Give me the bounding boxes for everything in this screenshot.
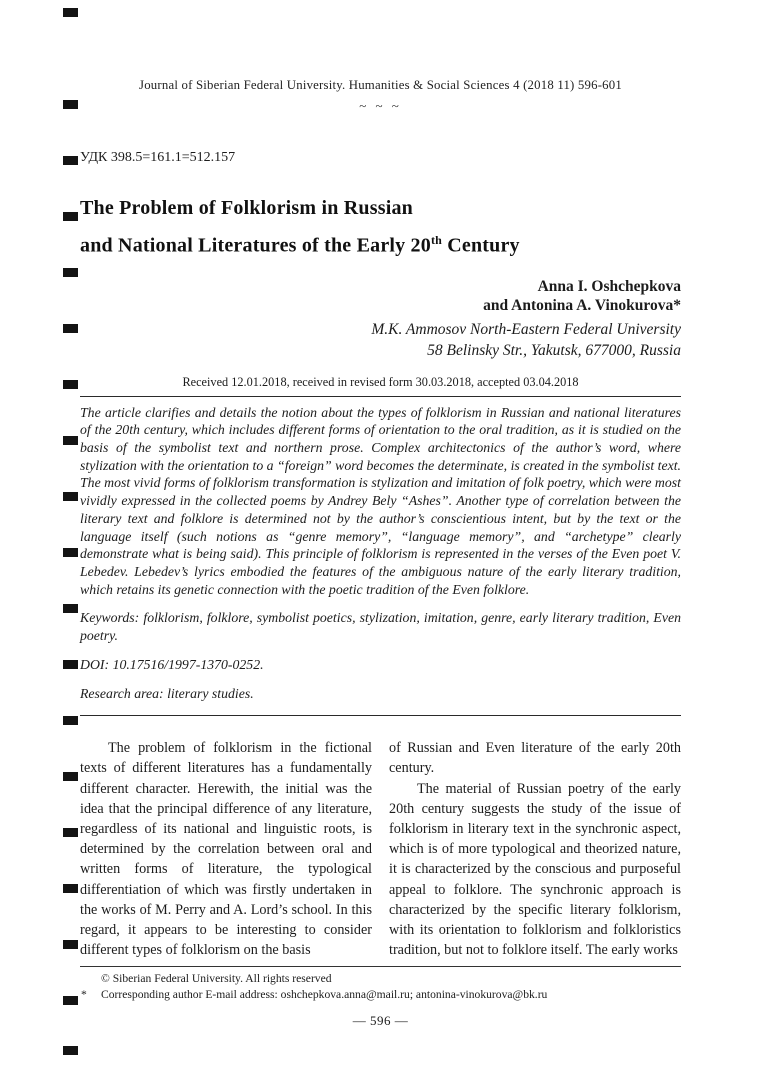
author-name-1: Anna I. Oshchepkova <box>537 277 681 295</box>
corresponding-author-footnote <box>80 987 681 1003</box>
corresponding-author-text: Corresponding author E-mail address: oshchepkova.anna@mail.ru; antonina-vinokurova@bk.ru <box>101 987 548 1001</box>
scan-mark <box>63 604 78 613</box>
footnote-rule <box>80 966 681 967</box>
body-columns <box>80 738 681 960</box>
scan-mark <box>63 100 78 109</box>
affiliation-line1: M.K. Ammosov North-Eastern Federal University <box>371 320 681 338</box>
scan-mark <box>63 212 78 221</box>
author-name-2: and Antonina A. Vinokurova* <box>483 297 681 315</box>
authors-block <box>80 277 681 361</box>
scan-mark <box>63 772 78 781</box>
scan-mark <box>63 660 78 669</box>
left-column-paragraph: The problem of folklorism in the fictional texts of different literatures has a fundamentally different character. Herewith, the initial was the idea that the principal difference of any literature, regardless of its national and linguistic roots, is determined by the correlation between oral and written forms of literature, the typological differentiation of which was firstly undertaken in the works of M. Perry and A. Lord’s school. In this regard, it appears to be interesting to consider different types of folklorism on the basis <box>80 740 372 959</box>
scan-mark <box>63 940 78 949</box>
scan-mark <box>63 1046 78 1055</box>
scan-mark <box>63 492 78 501</box>
abstract-bottom-rule <box>80 715 681 716</box>
research-area-line: Research area: literary studies. <box>80 685 254 701</box>
left-column <box>80 738 372 960</box>
affiliation-line2: 58 Belinsky Str., Yakutsk, 677000, Russia <box>427 341 681 359</box>
right-column <box>389 738 681 960</box>
scan-mark <box>63 548 78 557</box>
keywords-line: Keywords: folklorism, folklore, symbolist poetics, stylization, imitation, genre, early literary tradition, Even poetry. <box>80 610 681 644</box>
abstract-top-rule <box>80 396 681 397</box>
udk-code: УДК 398.5=161.1=512.157 <box>80 150 236 165</box>
copyright-footnote: © Siberian Federal University. All rights reserved <box>101 972 332 986</box>
scan-mark <box>63 8 78 17</box>
article-title-line2: and National Literatures of the Early 20 <box>80 234 431 257</box>
footnote-asterisk: * <box>81 987 87 1001</box>
scan-mark <box>63 156 78 165</box>
scan-mark <box>63 268 78 277</box>
page-content <box>80 0 681 1029</box>
scan-mark <box>63 884 78 893</box>
received-dates: Received 12.01.2018, received in revised form 30.03.2018, accepted 03.04.2018 <box>182 374 579 389</box>
author-names <box>80 277 681 316</box>
journal-header: Journal of Siberian Federal University. Humanities & Social Sciences 4 (2018 11) 596-601 <box>139 78 622 92</box>
right-column-paragraph-continued: of Russian and Even literature of the early 20th century. <box>389 740 681 777</box>
affiliation <box>80 319 681 361</box>
abstract-text: The article clarifies and details the notion about the types of folklorism in Russian and national literatures of the 20th century, which includes different forms of orientation to the oral tradition, as it is studied on the basis of the symbolist text and northern prose. Complex architectonics of the author’s word, where stylization with the orientation to a “foreign” word becomes the determinate, is created in the symbolist text. The most vivid forms of folklorism transformation is stylization and imitation of folk poetry, which were most vividly expressed in the collected poems by Andrey Bely “Ashes”. Another type of correlation between the literary text and folklore is determined not by the author’s conscientious intent, but by the text or the language itself (such notions as “genre memory”, “language memory”, and “archetype” clearly demonstrate what is being said). This principle of folklorism is represented in the verses of the Even poet V. Lebedev. Lebedev’s lyrics embodied the features of the ambiguous nature of the early literary tradition, which retains its genetic connection with the poetic tradition of the Even folklore. <box>80 404 681 597</box>
scan-mark <box>63 996 78 1005</box>
doi-line: DOI: 10.17516/1997-1370-0252. <box>80 656 264 672</box>
scan-mark <box>63 828 78 837</box>
page-number: — 596 — <box>352 1013 409 1029</box>
scan-mark <box>63 324 78 333</box>
title-superscript: th <box>430 233 443 247</box>
right-column-paragraph: The material of Russian poetry of the early 20th century suggests the study of the issue of folklorism in literary text in the synchronic aspect, which is of more typological and theorized nature, it is characterized by the conscious and purposeful appeal to folklore. The synchronic approach is characterized by the specific literary folklorism, with its orientation to folklorism and folkloristics tradition, but not to folklore itself. The early works <box>389 780 681 959</box>
scan-mark <box>63 380 78 389</box>
footnotes-block <box>80 966 681 1002</box>
tilde-divider: ~ ~ ~ <box>359 98 402 113</box>
article-title-line1: The Problem of Folklorism in Russian <box>80 197 413 219</box>
scan-mark <box>63 716 78 725</box>
article-title <box>80 192 681 262</box>
scan-mark <box>63 436 78 445</box>
article-title-line2-end: Century <box>442 234 520 257</box>
